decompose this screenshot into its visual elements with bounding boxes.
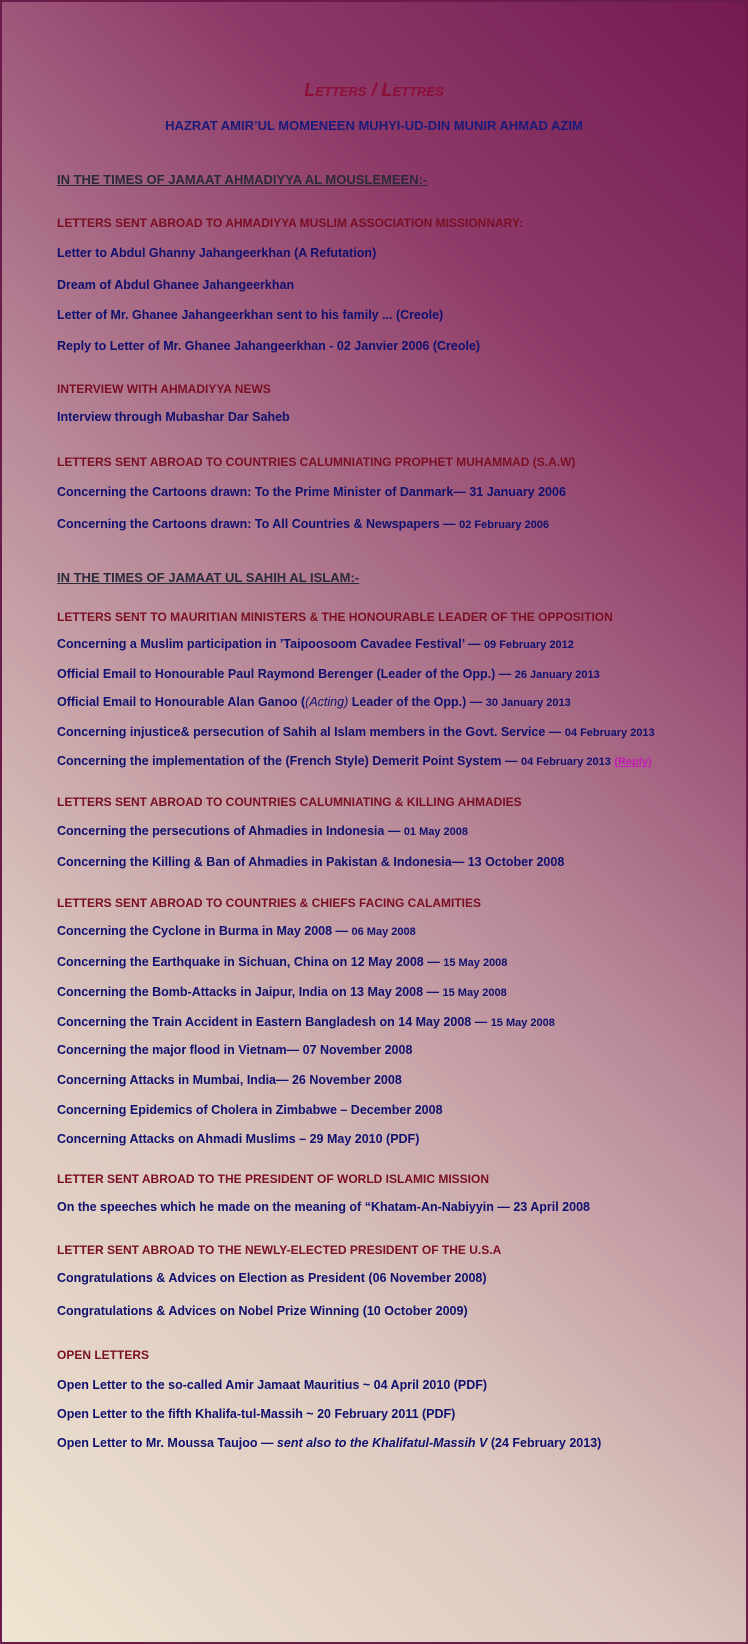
page-title: LETTERS / LETTRES: [304, 80, 444, 100]
section-heading-calamities: LETTERS SENT ABROAD TO COUNTRIES & CHIEFS FACING CALAMITIES: [57, 896, 482, 910]
letter-link[interactable]: Letter of Mr. Ghanee Jahangeerkhan sent to his family ... (Creole): [57, 308, 444, 322]
letter-link[interactable]: Concerning the Cartoons drawn: To All Countries & Newspapers — 02 February 2006: [57, 517, 550, 531]
content: [2, 2, 746, 1642]
letter-link[interactable]: Reply to Letter of Mr. Ghanee Jahangeerkhan - 02 Janvier 2006 (Creole): [57, 339, 481, 353]
reply-link[interactable]: (Reply): [614, 756, 652, 768]
letter-link[interactable]: Concerning Epidemics of Cholera in Zimbabwe – December 2008: [57, 1103, 443, 1117]
letter-link[interactable]: Concerning the Cartoons drawn: To the Prime Minister of Danmark— 31 January 2006: [57, 485, 566, 499]
section-heading-killing-ahmadies: LETTERS SENT ABROAD TO COUNTRIES CALUMNIATING & KILLING AHMADIES: [57, 795, 522, 809]
letter-link[interactable]: Concerning the Bomb-Attacks in Jaipur, India on 13 May 2008 — 15 May 2008: [57, 985, 507, 999]
letter-link[interactable]: Concerning the major flood in Vietnam— 07 November 2008: [57, 1043, 413, 1057]
letter-link[interactable]: Concerning the Train Accident in Eastern Bangladesh on 14 May 2008 — 15 May 2008: [57, 1015, 555, 1029]
letter-link[interactable]: Concerning the Killing & Ban of Ahmadies in Pakistan & Indonesia— 13 October 2008: [57, 855, 565, 869]
section-heading-interview: INTERVIEW WITH AHMADIYYA NEWS: [57, 382, 271, 396]
letter-link[interactable]: Concerning the persecutions of Ahmadies in Indonesia — 01 May 2008: [57, 824, 469, 838]
section-heading-mauritian-ministers: LETTERS SENT TO MAURITIAN MINISTERS & THE HONOURABLE LEADER OF THE OPPOSITION: [57, 610, 613, 624]
letter-link[interactable]: Official Email to Honourable Paul Raymond Berenger (Leader of the Opp.) — 26 January 2013: [57, 667, 600, 681]
section-heading-open-letters: OPEN LETTERS: [57, 1348, 150, 1362]
letter-link[interactable]: Concerning injustice& persecution of Sahih al Islam members in the Govt. Service — 04 February 2013: [57, 725, 655, 739]
letter-link[interactable]: Concerning the implementation of the (French Style) Demerit Point System — 04 February 2013 (Reply): [57, 754, 652, 768]
section-heading-calumniating-prophet: LETTERS SENT ABROAD TO COUNTRIES CALUMNIATING PROPHET MUHAMMAD (S.A.W): [57, 455, 576, 469]
era-heading-ahmadiyya: IN THE TIMES OF JAMAAT AHMADIYYA AL MOUSLEMEEN:-: [57, 172, 428, 187]
letter-link[interactable]: Official Email to Honourable Alan Ganoo ((Acting) Leader of the Opp.) — 30 January 2013: [57, 695, 571, 709]
letter-link[interactable]: Concerning Attacks in Mumbai, India— 26 November 2008: [57, 1073, 402, 1087]
letter-link[interactable]: Concerning a Muslim participation in ’Taipoosoom Cavadee Festival’ — 09 February 2012: [57, 637, 574, 651]
era-heading-sahih-al-islam: IN THE TIMES OF JAMAAT UL SAHIH AL ISLAM:-: [57, 570, 360, 585]
letter-link[interactable]: Congratulations & Advices on Election as President (06 November 2008): [57, 1271, 487, 1285]
letter-link[interactable]: Interview through Mubashar Dar Saheb: [57, 410, 290, 424]
letter-link[interactable]: Concerning Attacks on Ahmadi Muslims – 29 May 2010 (PDF): [57, 1132, 420, 1146]
letter-link[interactable]: Open Letter to the so-called Amir Jamaat Mauritius ~ 04 April 2010 (PDF): [57, 1378, 488, 1392]
letter-link[interactable]: Letter to Abdul Ghanny Jahangeerkhan (A Refutation): [57, 246, 377, 260]
letter-link[interactable]: Concerning the Cyclone in Burma in May 2008 — 06 May 2008: [57, 924, 416, 938]
page-subtitle: HAZRAT AMIR’UL MOMENEEN MUHYI-UD-DIN MUNIR AHMAD AZIM: [165, 118, 583, 133]
letter-link[interactable]: Congratulations & Advices on Nobel Prize Winning (10 October 2009): [57, 1304, 468, 1318]
letter-link[interactable]: On the speeches which he made on the meaning of “Khatam-An-Nabiyyin — 23 April 2008: [57, 1200, 590, 1214]
section-heading-world-islamic-mission: LETTER SENT ABROAD TO THE PRESIDENT OF WORLD ISLAMIC MISSION: [57, 1172, 490, 1186]
letter-link[interactable]: Concerning the Earthquake in Sichuan, China on 12 May 2008 — 15 May 2008: [57, 955, 508, 969]
section-heading-missionnary: LETTERS SENT ABROAD TO AHMADIYYA MUSLIM ASSOCIATION MISSIONNARY:: [57, 216, 524, 230]
letter-link[interactable]: Open Letter to Mr. Moussa Taujoo — sent also to the Khalifatul-Massih V (24 February 2013): [57, 1436, 602, 1450]
letter-link[interactable]: Open Letter to the fifth Khalifa-tul-Massih ~ 20 February 2011 (PDF): [57, 1407, 456, 1421]
section-heading-usa-president: LETTER SENT ABROAD TO THE NEWLY-ELECTED PRESIDENT OF THE U.S.A: [57, 1243, 502, 1257]
letter-link[interactable]: Dream of Abdul Ghanee Jahangeerkhan: [57, 278, 295, 292]
